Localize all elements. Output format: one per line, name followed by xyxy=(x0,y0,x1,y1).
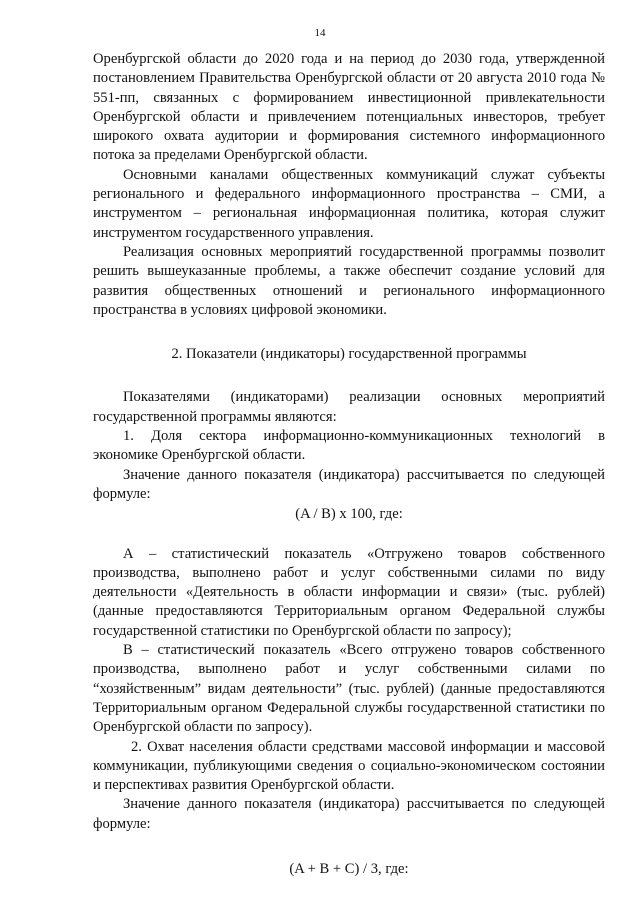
paragraph-variable-b: В – статистический показатель «Всего отгружено товаров собственного производства, выполнено работ и услуг собственными силами по “хозяйственным” видам деятельности” (тыс. рублей) (данные предоставляются Территориальным органом Федеральной службы государственной статистики по Оренбургской области по запросу). xyxy=(93,642,605,736)
page-number: 14 xyxy=(314,27,326,39)
paragraph-indicators-intro: Показателями (индикаторами) реализации основных мероприятий государственной программы являются: xyxy=(93,389,605,425)
paragraph-formula-intro-1: Значение данного показателя (индикатора) рассчитывается по следующей формуле: xyxy=(93,466,605,502)
paragraph-communication-channels: Основными каналами общественных коммуникаций служат субъекты регионального и федерального информационного пространства – СМИ, а инструментом – региональная информационная политика, которая служит инструментом государственного управления. xyxy=(93,166,605,241)
paragraph-indicator-2: 2. Охват населения области средствами массовой информации и массовой коммуникации, публикующими сведения о социально-экономическом состоянии и перспективах развития Оренбургской области. xyxy=(93,738,605,794)
page-body xyxy=(93,50,605,879)
paragraph-program-context: Оренбургской области до 2020 года и на период до 2030 года, утвержденной постановлением Правительства Оренбургской области от 20 августа 2010 года № 551-пп, связанных с формированием инвестиционной привлекательности Оренбургской области и привлечением потенциальных инвесторов, требует широкого охвата аудитории и формирования системного информационного потока за пределами Оренбургской области. xyxy=(93,51,605,164)
paragraph-program-implementation: Реализация основных мероприятий государственной программы позволит решить вышеуказанные проблемы, а также обеспечит создание условий для развития общественных отношений и регионального информационного пространства в условиях цифровой экономики. xyxy=(93,243,605,318)
paragraph-indicator-1: 1. Доля сектора информационно-коммуникационных технологий в экономике Оренбургской области. xyxy=(93,428,605,464)
formula-2: (A + B + C) / 3, где: xyxy=(289,860,409,877)
section-heading: 2. Показатели (индикаторы) государственной программы xyxy=(171,346,527,363)
paragraph-formula-intro-2: Значение данного показателя (индикатора) рассчитывается по следующей формуле: xyxy=(93,796,605,832)
formula-1: (A / B) x 100, где: xyxy=(295,506,403,523)
paragraph-variable-a: А – статистический показатель «Отгружено товаров собственного производства, выполнено работ и услуг собственными силами по виду деятельности «Деятельность в области информации и связи» (тыс. рублей) (данные предоставляются Территориальным органом Федеральной службы государственной статистики по Оренбургской области по запросу); xyxy=(93,545,605,639)
